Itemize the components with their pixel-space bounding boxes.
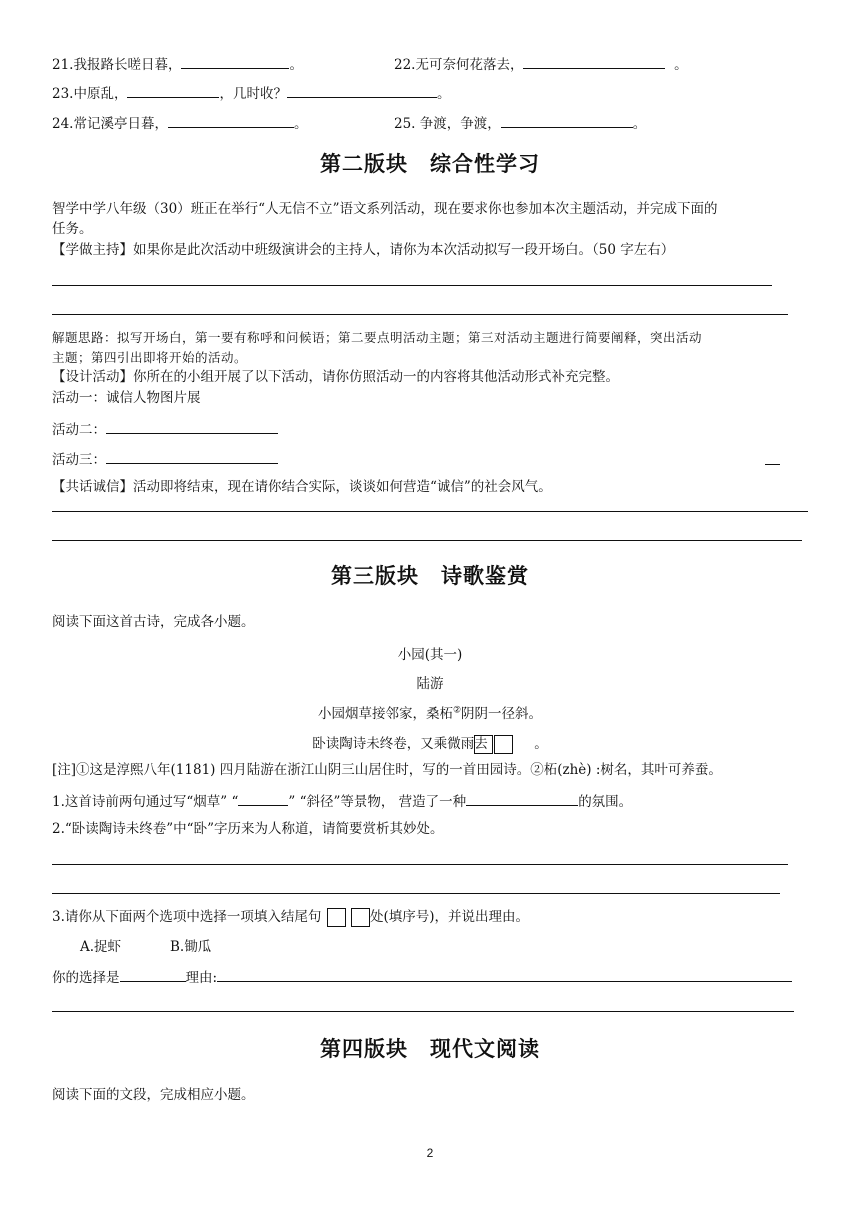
answer-blank[interactable] <box>501 113 633 128</box>
section-heading-3: 第三版块 诗歌鉴赏 <box>331 564 529 588</box>
answer-blank[interactable] <box>106 449 278 464</box>
page-number: 2 <box>426 1146 434 1160</box>
section-heading-4: 第四版块 现代文阅读 <box>320 1037 540 1061</box>
blank-box[interactable] <box>327 908 346 927</box>
answer-line[interactable] <box>52 864 788 865</box>
choice-blank[interactable] <box>120 967 186 982</box>
answer-line[interactable] <box>52 285 772 286</box>
answer-blank[interactable] <box>523 54 665 69</box>
answer-line[interactable] <box>52 511 808 512</box>
answer-blank[interactable] <box>181 54 289 69</box>
poem-question-1: 1.这首诗前两句通过写“烟草” “ ” “斜径”等景物， 营造了一种 的氛围。 <box>52 791 632 811</box>
task-host: 【学做主持】如果你是此次活动中班级演讲会的主持人，请你为本次活动拟写一段开场白。（50 字左右） <box>52 242 675 258</box>
poem-question-3: 3.请你从下面两个选项中选择一项填入结尾句 处(填序号)，并说出理由。 <box>52 909 530 925</box>
question-23: 23.中原乱， ，几时收？ 。 <box>52 83 450 103</box>
poem-question-2: 2.“卧读陶诗未终卷”中“卧”字历来为人称道，请简要赏析其妙处。 <box>52 821 444 837</box>
answer-blank[interactable] <box>127 83 219 98</box>
poem-title: 小园(其一) <box>397 647 463 663</box>
poem-line-1: 小园烟草接邻家，桑柘②阴阴一径斜。 <box>317 705 543 722</box>
poem-line-2: 卧读陶诗未终卷，又乘微雨去 。 <box>312 736 548 752</box>
answer-blank[interactable] <box>287 83 437 98</box>
answer-blank[interactable] <box>466 791 578 806</box>
question-21: 21.我报路长嗟日暮， 。 <box>52 54 303 74</box>
activity-3: 活动三： <box>52 449 278 469</box>
question-25: 25. 争渡，争渡， 。 <box>394 113 646 133</box>
option-a: A.捉虾 <box>80 939 122 955</box>
section2-intro-cont: 任务。 <box>52 221 93 237</box>
poem-author: 陆游 <box>416 676 444 692</box>
hint-text-cont: 主题；第四引出即将开始的活动。 <box>52 350 248 365</box>
reason-blank[interactable] <box>217 967 792 982</box>
activity-1: 活动一：诚信人物图片展 <box>52 390 201 406</box>
poem-note: [注]①这是淳熙八年(1181) 四月陆游在浙江山阴三山居住时，写的一首田园诗。②柘(zhè) :树名，其叶可养蚕。 <box>52 762 722 778</box>
stray-underline <box>765 464 780 465</box>
answer-line[interactable] <box>52 1011 794 1012</box>
section3-intro: 阅读下面这首古诗，完成各小题。 <box>52 614 255 630</box>
section-heading-2: 第二版块 综合性学习 <box>320 152 540 176</box>
option-b: B.锄瓜 <box>170 939 212 955</box>
question-24: 24.常记溪亭日暮， 。 <box>52 113 307 133</box>
hint-text: 解题思路：拟写开场白，第一要有称呼和问候语；第二要点明活动主题；第三对活动主题进行简要阐释，突出活动 <box>52 330 703 345</box>
task-discuss: 【共话诚信】活动即将结束，现在请你结合实际，谈谈如何营造“诚信”的社会风气。 <box>52 479 552 495</box>
answer-line[interactable] <box>52 314 788 315</box>
answer-blank[interactable] <box>106 419 278 434</box>
activity-2: 活动二： <box>52 419 278 439</box>
choice-row: 你的选择是 理由: <box>52 967 792 987</box>
blank-box[interactable] <box>494 735 513 754</box>
answer-line[interactable] <box>52 540 802 541</box>
question-22: 22.无可奈何花落去， 。 <box>394 54 688 74</box>
blank-box[interactable] <box>351 908 370 927</box>
blank-box[interactable] <box>474 735 493 754</box>
section2-intro: 智学中学八年级（30）班正在举行“人无信不立”语文系列活动，现在要求你也参加本次主题活动，并完成下面的 <box>52 201 718 217</box>
answer-line[interactable] <box>52 893 780 894</box>
task-design: 【设计活动】你所在的小组开展了以下活动，请你仿照活动一的内容将其他活动形式补充完整。 <box>52 369 619 385</box>
section4-intro: 阅读下面的文段，完成相应小题。 <box>52 1087 255 1103</box>
answer-blank[interactable] <box>238 791 288 806</box>
answer-blank[interactable] <box>168 113 294 128</box>
